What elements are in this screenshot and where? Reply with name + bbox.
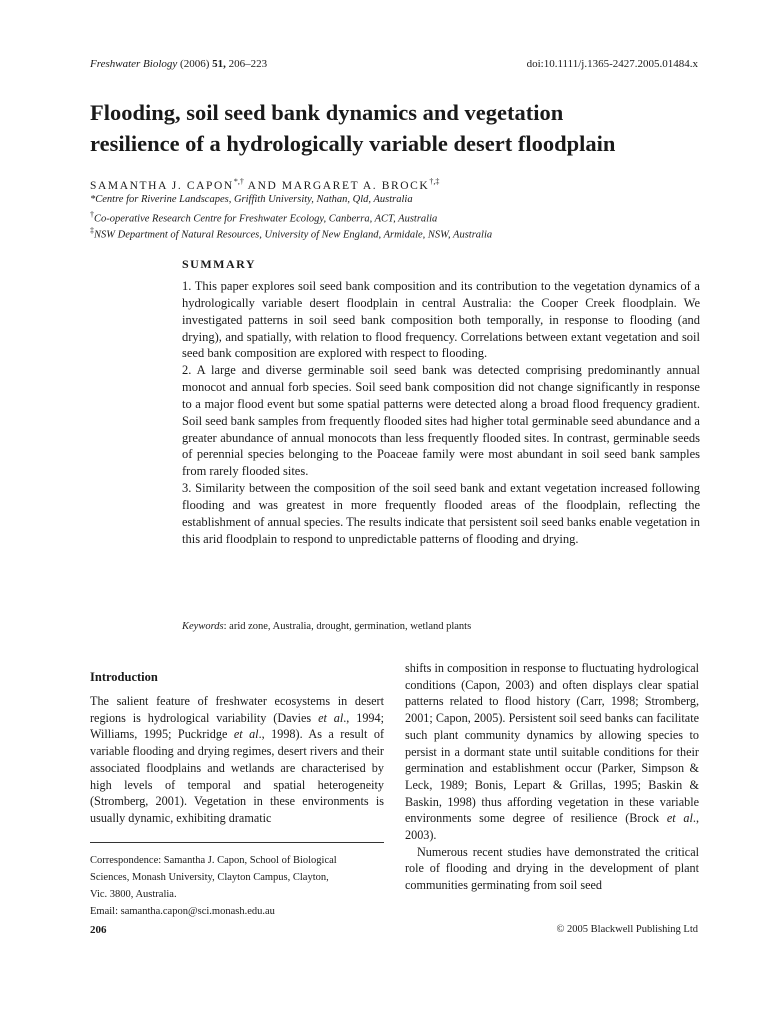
journal-pages: 206–223	[228, 58, 268, 70]
page-number: 206	[90, 924, 107, 936]
text-run-italic: et al	[666, 811, 693, 826]
affiliation	[90, 194, 413, 205]
body-paragraph	[405, 660, 699, 844]
author-name: MARGARET A. BROCK	[281, 179, 430, 192]
correspondence-line: Vic. 3800, Australia.	[90, 889, 177, 900]
text-run: ., 1998). As a result of variable flooding and drying regimes, desert rivers and their associated floodplains and wetlands are characterised by high levels of temporal and spatial heterogeneity (Stromberg, 2001). Vegetation in these environments is usually dynamic, exhibiting dramatic	[90, 727, 384, 825]
author-marks: *,†	[233, 177, 244, 186]
summary-paragraph: 2. A large and diverse germinable soil seed bank was detected comprising predominantly annual monocot and annual forb species. Soil seed bank composition did not change significantly in response to a major flood event but some spatial patterns were detected along a broad flood frequency gradient. Soil seed bank samples from frequently flooded sites had higher total germinable seed abundance and a greater abundance of annual monocots than less frequently flooded sites. In contrast, germinable seeds of perennial species belonging to the Poaceae family were most abundant in soil seed bank samples from rarely flooded sites.	[182, 363, 700, 479]
affiliation-mark: †	[90, 210, 94, 219]
text-run: shifts in composition in response to fluctuating hydrological conditions (Capon, 2003) and often displays clear spatial patterns related to flood history (Carr, 1998; Stromberg, 2001; Capon, 2005). Persistent soil seed banks can facilitate such plant community dynamics by allowing species to persist in a dormant state until suitable conditions for their germination and establishment occur (Parker, Simpson & Leck, 1989; Bonis, Lepart & Grillas, 1995; Baskin & Baskin, 1998) thus affording vegetation in these variable environments some degree of resilience (Brock	[405, 661, 699, 826]
journal-name: Freshwater Biology	[90, 58, 178, 70]
body-paragraph	[90, 693, 384, 827]
correspondence-note	[90, 852, 390, 920]
text-run: The salient feature of freshwater ecosystems in desert regions is hydrological variability (Davies	[90, 694, 384, 725]
body-paragraph: Numerous recent studies have demonstrated the critical role of flooding and drying in the development of plant communities germinating from soil seed	[405, 844, 699, 893]
title-line-1: Flooding, soil seed bank dynamics and vegetation	[90, 100, 564, 125]
affiliation-text: Centre for Riverine Landscapes, Griffith University, Nathan, Qld, Australia	[95, 194, 413, 205]
author-name: SAMANTHA J. CAPON	[90, 179, 234, 192]
running-header	[90, 58, 267, 70]
summary-paragraph: 1. This paper explores soil seed bank composition and its contribution to the vegetation dynamics of a hydrologically variable desert floodplain in central Australia: the Cooper Creek floodplain. We investigated patterns in soil seed bank composition both temporally, in response to flooding (and drying), and spatially, with relation to flood frequency. Correlations between extant vegetation and soil seed bank composition are explored with respect to flooding.	[182, 279, 700, 361]
author-conjunction: AND	[247, 179, 278, 192]
summary-paragraph: 3. Similarity between the composition of the soil seed bank and extant vegetation increased following flooding and was greatest in more frequently flooded areas of the floodplain, reflecting the establishment of annual species. The results indicate that persistent soil seed banks enable vegetation in this arid floodplain to respond to unpredictable patterns of flooding and drying.	[182, 481, 700, 546]
keywords-label: Keywords	[182, 621, 224, 632]
text-run-italic: et al	[318, 710, 344, 725]
article-title	[90, 97, 710, 159]
text-run-italic: et al	[233, 727, 259, 742]
introduction-heading: Introduction	[90, 670, 158, 684]
author-marks: †,‡	[429, 177, 440, 186]
title-line-2: resilience of a hydrologically variable desert floodplain	[90, 131, 616, 156]
text-run: ., 1994; Williams, 1995; Puckridge	[90, 710, 384, 742]
affiliation	[90, 226, 492, 241]
left-column	[90, 693, 384, 827]
keywords-text: : arid zone, Australia, drought, germination, wetland plants	[223, 621, 472, 632]
journal-year: (2006)	[180, 58, 210, 70]
summary-heading: SUMMARY	[182, 257, 257, 271]
keywords	[182, 621, 471, 632]
footnote-divider	[90, 842, 384, 843]
correspondence-email: Email: samantha.capon@sci.monash.edu.au	[90, 906, 275, 917]
author-list	[90, 177, 439, 192]
copyright: © 2005 Blackwell Publishing Ltd	[556, 924, 698, 935]
right-column	[405, 660, 699, 894]
correspondence-line: Sciences, Monash University, Clayton Campus, Clayton,	[90, 872, 329, 883]
doi: doi:10.1111/j.1365-2427.2005.01484.x	[526, 58, 698, 70]
affiliation-text: NSW Department of Natural Resources, University of New England, Armidale, NSW, Australia	[94, 229, 493, 241]
journal-volume: 51,	[212, 58, 226, 70]
affiliation-text: Co-operative Research Centre for Freshwater Ecology, Canberra, ACT, Australia	[94, 213, 438, 225]
text-run: ., 2003).	[405, 811, 699, 843]
affiliation	[90, 210, 437, 225]
affiliation-mark: *	[90, 194, 96, 205]
correspondence-line: Correspondence: Samantha J. Capon, School of Biological	[90, 855, 337, 866]
affiliation-mark: ‡	[90, 226, 94, 235]
summary-body	[182, 278, 700, 548]
